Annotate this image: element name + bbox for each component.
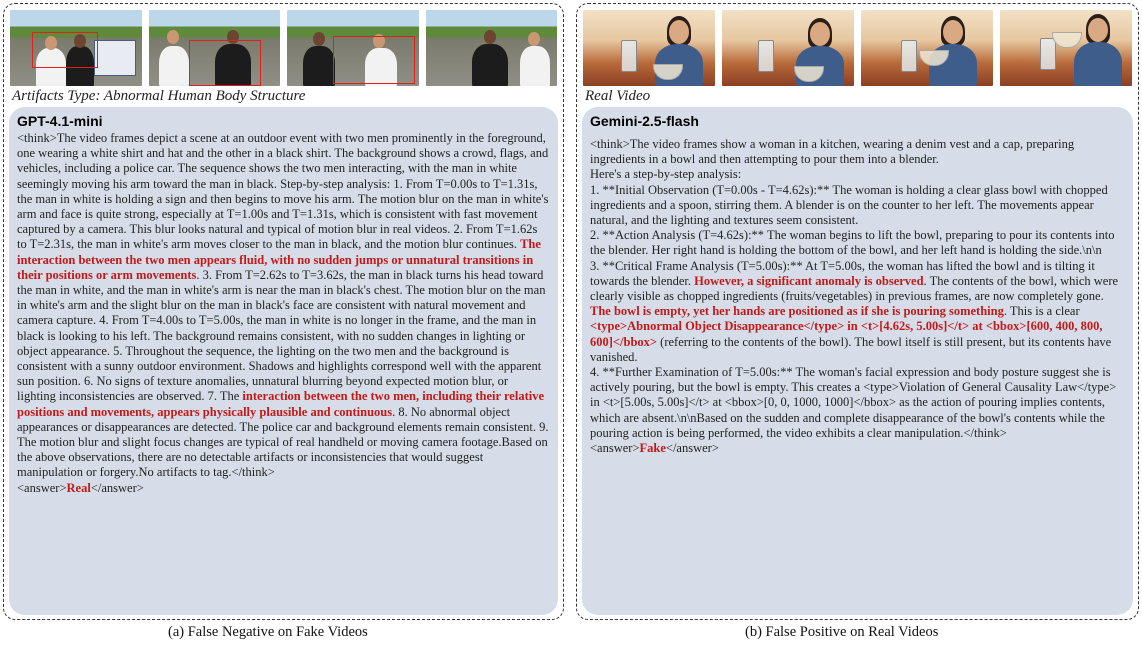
- subcaption-b: (b) False Positive on Real Videos: [745, 624, 939, 640]
- model-name: GPT-4.1-mini: [17, 113, 103, 129]
- analysis-line: [590, 183, 1125, 229]
- text-segment: . 3. From T=2.62s to T=3.62s, the man in black turns his head toward the man in white, and the man in white's arm is near the man in black's chest. The motion blur on the man in white's arm and the slight blur on the man in black's face are consistent with natural movement and camera capture. 4. From T=4.00s to T=5.00s, the man in white is no longer in the frame, and the man in black is looking to his left. The background remains consistent, with no sudden changes in lighting or object appearance. 5. Throughout the sequence, the lighting on the two men and the background is consistent with a sunny outdoor environment. Shadows and highlights correspond well with the apparent sun position. 6. No signs of texture anomalies, unnatural blurring beyond expected motion blur, or lighting inconsistencies are observed. 7. The: [17, 267, 546, 404]
- answer-tag: </answer>: [665, 441, 719, 456]
- model-name: Gemini-2.5-flash: [590, 113, 699, 129]
- analysis-line: [590, 365, 1125, 441]
- text-segment: (referring to the contents of the bowl). The bowl itself is still present, but its contents have vanished.: [590, 334, 1112, 364]
- video-frame-3: [861, 10, 993, 86]
- text-segment: 3. **Critical Frame Analysis (T=5.00s):** At T=5.00s, the woman has lifted the bowl and is tilting it towards the blender.: [590, 258, 1095, 288]
- response-text: [17, 131, 550, 496]
- analysis-line: [590, 259, 1125, 365]
- left-frames: [10, 10, 557, 86]
- analysis-line: [590, 137, 1125, 167]
- right-response-bubble: [582, 107, 1133, 615]
- right-frames: [583, 10, 1132, 86]
- answer-line: [590, 441, 1125, 456]
- subcaption-a: (a) False Negative on Fake Videos: [168, 624, 368, 640]
- answer-tag: <answer>: [590, 441, 640, 456]
- response-text: [590, 137, 1125, 456]
- analysis-line: [590, 167, 1125, 182]
- text-segment: <think>The video frames depict a scene at an outdoor event with two men prominently in the foreground, one wearing a white shirt and hat and the other in a black shirt. The background shows a crowd, flags, and vehicles, including a police car. The sequence shows the two men interacting, with the man in white seemingly moving his arm toward the man in black. Step-by-step analysis: 1. From T=0.00s to T=1.31s, the man in white is holding a sign and then begins to move his arm. The motion blur on the man in white's arm and face is quite strong, especially at T=1.00s and T=1.31s, which is consistent with fast movement captured by a camera. This blur looks natural and typical of motion blur in real videos. 2. From T=1.62s to T=2.31s, the man in white's arm moves closer to the man in black, and the motion blur continues.: [17, 131, 549, 252]
- answer-verdict: Real: [66, 480, 91, 495]
- video-type-label: Real Video: [585, 88, 651, 104]
- artifact-box: [189, 40, 261, 86]
- video-frame-2: [149, 10, 281, 86]
- text-segment: 4. **Further Examination of T=5.00s:** The woman's facial expression and body posture suggest she is actively pouring, but the bowl is empty. This creates a <type>Violation of General Causality Law</type> in <t>[5.00s, 5.00s]</t> at <bbox>[0, 0, 1000, 1000]</bbox> as the action of pouring implies contents, which are absent.\n\nBased on the sudden and complete disappearance of the bowl's contents while the pouring action is being performed, the video exhibits a clear manipulation.</think>: [590, 365, 1117, 440]
- video-frame-1: [583, 10, 715, 86]
- text-segment: . The contents of the bowl, which were clearly visible as chopped ingredients (fruits/vegetables) in previous frames, are now completely gone.: [590, 273, 1119, 304]
- left-response-bubble: [9, 107, 558, 615]
- video-frame-1: [10, 10, 142, 86]
- highlighted-text: The bowl is empty, yet her hands are positioned as if she is pouring something: [590, 304, 1004, 319]
- video-frame-4: [1000, 10, 1132, 86]
- highlighted-text: However, a significant anomaly is observed: [694, 273, 924, 288]
- answer-line: [17, 481, 550, 496]
- text-segment: 1. **Initial Observation (T=0.00s - T=4.62s):** The woman is holding a clear glass bowl with chopped ingredients and a spoon, stirring them. A blender is on the counter to her left. The movements appear natural, and the lighting and textures seem consistent.: [590, 182, 1108, 228]
- analysis-line: [590, 228, 1125, 258]
- artifact-type-label: Artifacts Type: Abnormal Human Body Structure: [12, 88, 306, 104]
- highlighted-text: The interaction between the two men appears fluid, with no sudden jumps or unnatural transitions in their positions or arm movements: [17, 237, 541, 282]
- video-frame-4: [426, 10, 558, 86]
- text-segment: . This is a clear: [1003, 304, 1080, 319]
- text-segment: Here's a step-by-step analysis:: [590, 167, 742, 182]
- left-panel: [3, 3, 564, 620]
- highlighted-text: <type>Abnormal Object Disappearance</type> in <t>[4.62s, 5.00s]</t> at <bbox>[600, 400, 800, 600]</bbox>: [590, 319, 1103, 349]
- artifact-box: [32, 32, 98, 68]
- highlighted-text: interaction between the two men, including their relative positions and movements, appears physically plausible and continuous: [17, 389, 545, 419]
- right-panel: [576, 3, 1139, 620]
- video-frame-2: [722, 10, 854, 86]
- answer-tag: <answer>: [17, 480, 67, 495]
- text-segment: <think>The video frames show a woman in a kitchen, wearing a denim vest and a cap, preparing ingredients in a bowl and then attempting to pour them into a blender.: [590, 137, 1075, 167]
- text-segment: . 8. No abnormal object appearances or disappearances are detected. The police car and background elements remain consistent. 9. The motion blur and slight focus changes are typical of real handheld or moving camera footage.Based on the above observations, there are no detectable artifacts or inconsistencies that would suggest manipulation or forgery.No artifacts to tag.</think>: [17, 404, 549, 480]
- video-frame-3: [287, 10, 419, 86]
- artifact-box: [333, 36, 415, 84]
- answer-verdict: Fake: [639, 441, 666, 456]
- text-segment: 2. **Action Analysis (T=4.62s):** The woman begins to lift the bowl, preparing to pour its contents into the blender. Her right hand is holding the bottom of the bowl, and her left hand is holding the side.\n\n: [590, 228, 1115, 258]
- answer-tag: </answer>: [90, 480, 144, 495]
